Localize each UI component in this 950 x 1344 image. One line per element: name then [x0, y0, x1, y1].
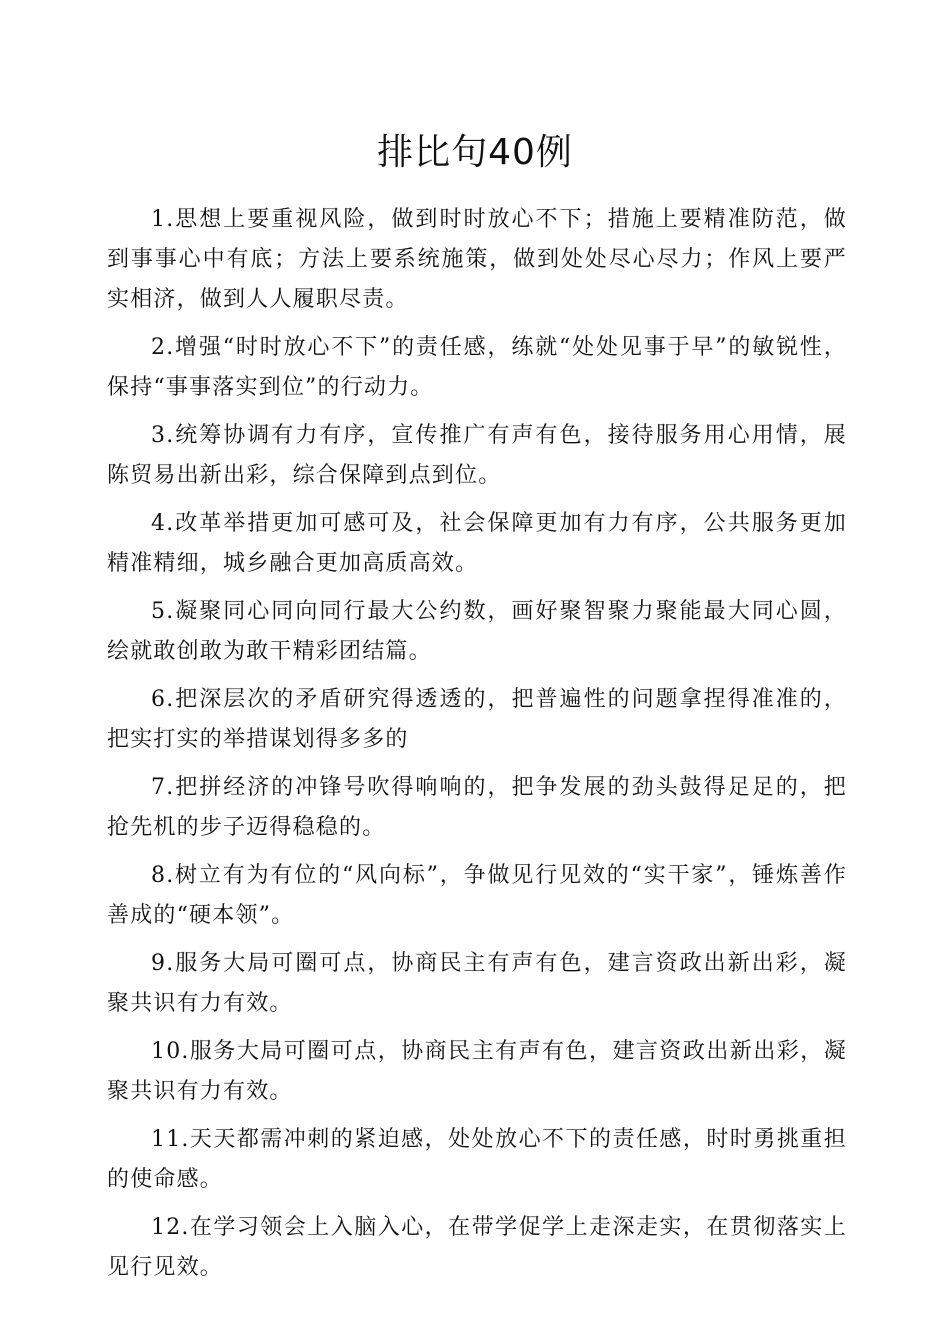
paragraph-8: 8.树立有为有位的“风向标”，争做见行见效的“实干家”，锤炼善作善成的“硬本领”。 [107, 863, 847, 928]
paragraph-6: 6.把深层次的矛盾研究得透透的，把普遍性的问题拿捏得准准的，把实打实的举措谋划得多多的 [107, 687, 847, 752]
paragraph-4: 4.改革举措更加可感可及，社会保障更加有力有序，公共服务更加精准精细，城乡融合更加高质高效。 [107, 511, 847, 576]
document-title: 排比句40例 [377, 132, 573, 173]
paragraph-1: 1.思想上要重视风险，做到时时放心不下；措施上要精准防范，做到事事心中有底；方法上要系统施策，做到处处尽心尽力；作风上要严实相济，做到人人履职尽责。 [107, 207, 847, 312]
paragraph-11: 11.天天都需冲刺的紧迫感，处处放心不下的责任感，时时勇挑重担的使命感。 [107, 1127, 847, 1192]
paragraph-7: 7.把拼经济的冲锋号吹得响响的，把争发展的劲头鼓得足足的，把抢先机的步子迈得稳稳的。 [107, 775, 847, 840]
paragraph-5: 5.凝聚同心同向同行最大公约数，画好聚智聚力聚能最大同心圆，绘就敢创敢为敢干精彩团结篇。 [107, 599, 847, 664]
paragraph-3: 3.统筹协调有力有序，宣传推广有声有色，接待服务用心用情，展陈贸易出新出彩，综合保障到点到位。 [107, 423, 847, 488]
paragraph-2: 2.增强“时时放心不下”的责任感，练就“处处见事于早”的敏锐性，保持“事事落实到位”的行动力。 [107, 335, 847, 400]
document-body [107, 200, 847, 1296]
paragraph-9: 9.服务大局可圈可点，协商民主有声有色，建言资政出新出彩，凝聚共识有力有效。 [107, 951, 847, 1016]
paragraph-12: 12.在学习领会上入脑入心，在带学促学上走深走实，在贯彻落实上见行见效。 [107, 1215, 847, 1280]
paragraph-10: 10.服务大局可圈可点，协商民主有声有色，建言资政出新出彩，凝聚共识有力有效。 [107, 1039, 847, 1104]
